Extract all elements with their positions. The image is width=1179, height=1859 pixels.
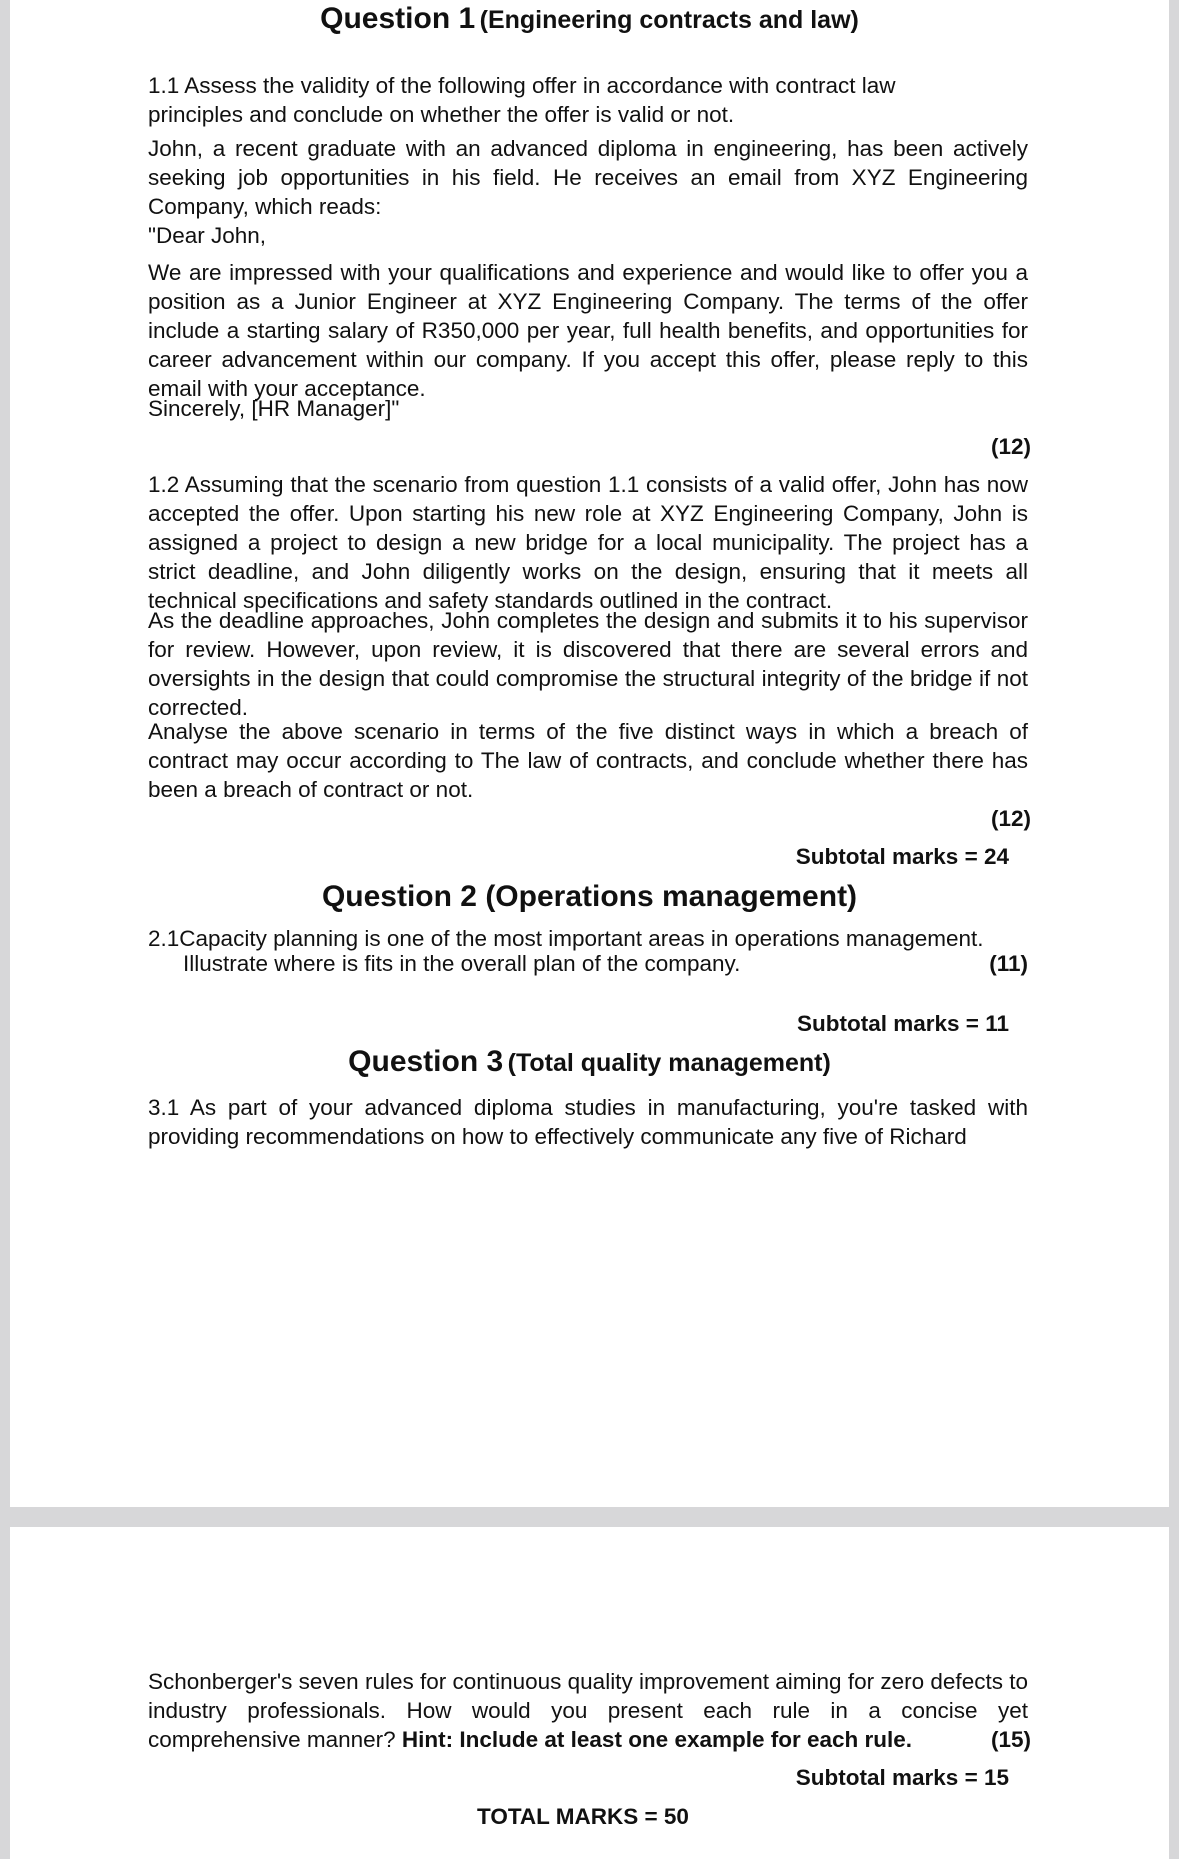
email-signoff: Sincerely, [HR Manager]" [148, 396, 400, 421]
question-2-subtotal: Subtotal marks = 11 [797, 1011, 1009, 1036]
email-body: We are impressed with your qualifications and experience and would like to offer you a position as a Junior Engineer at XYZ Engineering Company. The terms of the offer include a starting salary of R350,000 per year, full health benefits, and opportunities for career advancement within our company. If you accept this offer, please reply to this email with your acceptance. [148, 260, 1028, 401]
question-2-1-line-1: Capacity planning is one of the most important areas in operations management. [179, 926, 984, 951]
question-1-2-paragraph-2: As the deadline approaches, John completes the design and submits it to his supervisor for review. However, upon review, it is discovered that there are several errors and oversights in the design that could compromise the structural integrity of the bridge if not corrected. [148, 608, 1028, 720]
total-marks: TOTAL MARKS = 50 [477, 1804, 689, 1829]
question-1-subtotal: Subtotal marks = 24 [795, 844, 1009, 869]
question-2-1-line-2: Illustrate where is fits in the overall plan of the company. [183, 951, 741, 976]
question-2-1 [148, 926, 1028, 976]
question-2-heading: Question 2 (Operations management) [321, 880, 858, 913]
document-page-2 [10, 1527, 1169, 1859]
question-1-2-marks: (12) [990, 806, 1031, 831]
question-3-1-hint: Hint: Include at least one example for each rule. [401, 1727, 913, 1752]
question-1-1-intro: 1.1 Assess the validity of the following offer in accordance with contract law principles and conclude on whether the offer is valid or not. [148, 73, 896, 127]
question-3-heading: Question 3 (Total quality management) [348, 1045, 831, 1078]
question-3-1-continuation: Schonberger's seven rules for continuous quality improvement aiming for zero defects to industry professionals. How would you present each rule in a concise yet comprehensive manner? Hint: Include at least one example for each rule. [148, 1669, 1028, 1752]
question-1-1-scenario: John, a recent graduate with an advanced diploma in engineering, has been actively seeking job opportunities in his field. He receives an email from XYZ Engineering Company, which reads: [148, 136, 1028, 219]
email-greeting: "Dear John, [148, 223, 267, 248]
question-3-subtotal: Subtotal marks = 15 [795, 1765, 1009, 1790]
question-1-heading: Question 1 (Engineering contracts and law) [320, 2, 859, 35]
question-2-1-marks: (11) [989, 951, 1028, 976]
question-1-2-paragraph-3: Analyse the above scenario in terms of the five distinct ways in which a breach of contract may occur according to The law of contracts, and conclude whether there has been a breach of contract or not. [148, 719, 1028, 802]
question-3-1-marks: (15) [990, 1727, 1031, 1752]
question-2-1-number: 2.1 [148, 926, 180, 951]
question-3-1-start: 3.1 As part of your advanced diploma studies in manufacturing, you're tasked with providing recommendations on how to effectively communicate any five of Richard [148, 1095, 1028, 1149]
question-1-1-marks: (12) [990, 434, 1031, 459]
question-1-2-paragraph-1: 1.2 Assuming that the scenario from question 1.1 consists of a valid offer, John has now accepted the offer. Upon starting his new role at XYZ Engineering Company, John is assigned a project to design a new bridge for a local municipality. The project has a strict deadline, and John diligently works on the design, ensuring that it meets all technical specifications and safety standards outlined in the contract. [148, 472, 1028, 613]
document-page-1 [10, 0, 1169, 1507]
